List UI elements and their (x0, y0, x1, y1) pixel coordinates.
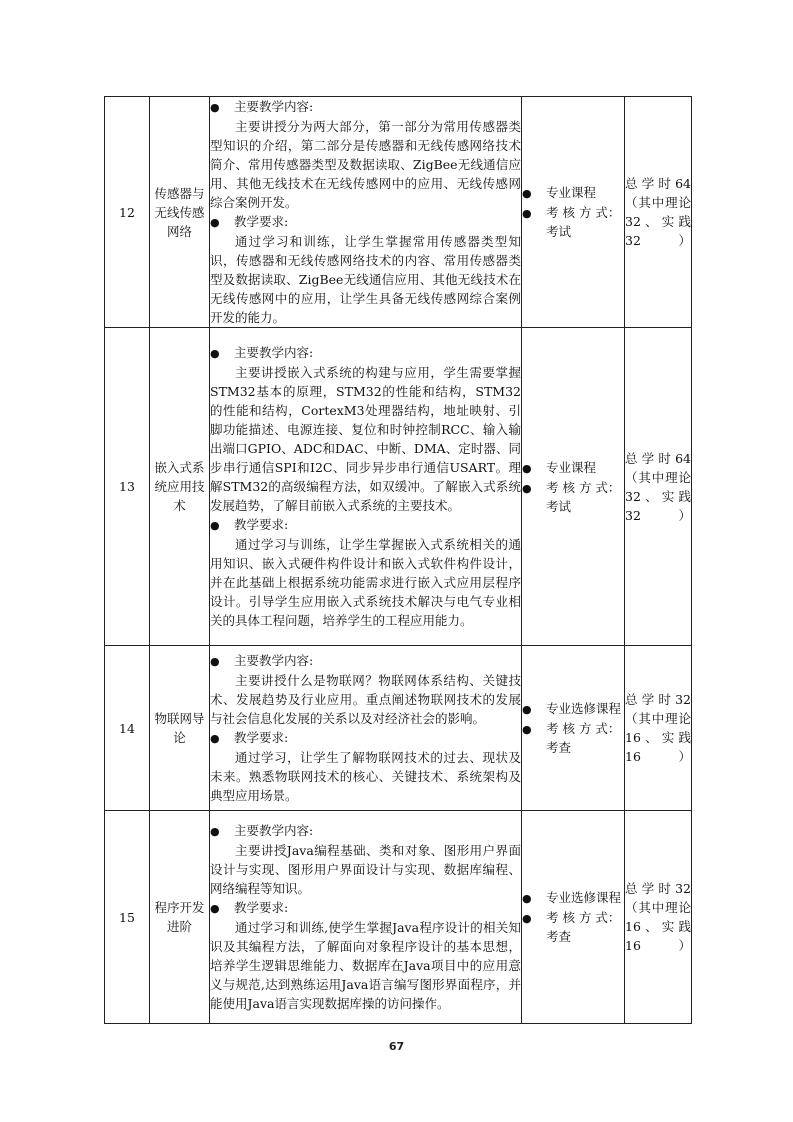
content-heading-line (210, 651, 521, 671)
course-number: 14 (105, 646, 150, 811)
course-category: 专业课程 (546, 185, 597, 200)
course-name: 嵌入式系统应用技术 (150, 328, 210, 646)
course-type (522, 328, 625, 646)
bullet-icon: ● (210, 655, 220, 668)
requirement-heading-line (210, 898, 521, 918)
bullet-icon: ● (210, 825, 220, 838)
course-content (210, 97, 522, 328)
course-hours (625, 97, 692, 328)
bullet-icon: ● (522, 723, 532, 736)
course-table (104, 96, 692, 1024)
assessment-method: 考 核 方 式：考查 (546, 721, 621, 755)
content-heading-line (210, 97, 521, 117)
bullet-icon: ● (210, 347, 220, 360)
content-text: 主要讲授Java编程基础、类和对象、图形用户界面设计与实现、图形用户界面设计与实现、数据库编程、网络编程等知识。 (210, 843, 521, 896)
course-category: 专业选修课程 (546, 890, 622, 905)
content-heading: 主要教学内容: (234, 823, 314, 838)
bullet-icon: ● (522, 912, 532, 925)
content-text: 主要讲授嵌入式系统的构建与应用，学生需要掌握STM32基本的原理，STM32的性能和结构，STM32的性能和结构，CortexM3处理器结构，地址映射、引脚功能描述、电源连接、复位和时钟控制RCC、输入输出端口GPIO、ADC和DAC、中断、DMA、定时器、同步串行通信SPI和I2C、同步异步串行通信USART。理解STM32的高级编程方法，如双缓冲。了解嵌入式系统发展趋势，了解目前嵌入式系统的主要技术。 (210, 365, 521, 513)
content-heading: 主要教学内容: (234, 99, 314, 114)
bullet-icon: ● (522, 703, 532, 716)
hours-text: 总 学 时 64（其中理论 32、实践 32） (625, 176, 691, 248)
course-name: 物联网导论 (150, 646, 210, 811)
course-category: 专业选修课程 (546, 701, 622, 716)
table-row (105, 646, 692, 811)
bullet-icon: ● (522, 481, 532, 495)
requirement-heading-line (210, 515, 521, 535)
bullet-icon: ● (210, 216, 220, 229)
course-type (522, 811, 625, 1024)
page-number: 67 (388, 1040, 405, 1053)
course-number: 13 (105, 328, 150, 646)
requirement-text: 通过学习，让学生了解物联网技术的过去、现状及未来。熟悉物联网技术的核心、关键技术、系统架构及典型应用场景。 (210, 750, 521, 803)
course-hours (625, 328, 692, 646)
requirement-text: 通过学习与训练，让学生掌握嵌入式系统相关的通用知识、嵌入式硬件构件设计和嵌入式软件构件设计，并在此基础上根据系统功能需求进行嵌入式应用层程序设计。引导学生应用嵌入式系统技术解决与电气专业相关的具体工程问题，培养学生的工程应用能力。 (210, 537, 521, 628)
course-type (522, 646, 625, 811)
course-hours (625, 811, 692, 1024)
requirement-heading: 教学要求: (234, 517, 289, 532)
course-number: 12 (105, 97, 150, 328)
content-heading: 主要教学内容: (234, 653, 314, 668)
table-row (105, 328, 692, 646)
course-content (210, 811, 522, 1024)
content-text: 主要讲授分为两大部分，第一部分为常用传感器类型知识的介绍，第二部分是传感器和无线传感网络技术简介、常用传感器类型及数据读取、ZigBee无线通信应用、其他无线技术在无线传感网中的应用、无线传感网综合案例开发。 (210, 119, 521, 210)
hours-text: 总 学 时 32（其中理论 16、实践 16） (625, 692, 691, 764)
content-heading-line (210, 343, 521, 363)
bullet-icon: ● (210, 902, 220, 915)
course-name: 传感器与无线传感网络 (150, 97, 210, 328)
table-row (105, 97, 692, 328)
content-heading-line (210, 821, 521, 841)
course-content (210, 646, 522, 811)
course-content (210, 328, 522, 646)
bullet-icon: ● (210, 101, 220, 114)
requirement-heading: 教学要求: (234, 900, 289, 915)
requirement-heading: 教学要求: (234, 730, 289, 745)
content-heading: 主要教学内容: (234, 345, 314, 360)
bullet-icon: ● (522, 892, 532, 905)
course-number: 15 (105, 811, 150, 1024)
bullet-icon: ● (522, 461, 532, 475)
content-text: 主要讲授什么是物联网？物联网体系结构、关键技术、发展趋势及行业应用。重点阐述物联网技术的发展与社会信息化发展的关系以及对经济社会的影响。 (210, 673, 521, 726)
bullet-icon: ● (210, 519, 220, 532)
requirement-heading-line (210, 212, 521, 232)
course-name: 程序开发进阶 (150, 811, 210, 1024)
course-hours (625, 646, 692, 811)
requirement-heading: 教学要求: (234, 214, 289, 229)
table-row (105, 811, 692, 1024)
course-type (522, 97, 625, 328)
assessment-method: 考 核 方 式：考试 (546, 205, 621, 239)
assessment-method: 考 核 方 式：考试 (546, 479, 621, 514)
course-category: 专业课程 (546, 459, 597, 475)
requirement-text: 通过学习和训练，让学生掌握常用传感器类型知识，传感器和无线传感网络技术的内容、常用传感器类型及数据读取、ZigBee无线通信应用、其他无线技术在无线传感网中的应用，让学生具备无线传感网综合案例开发的能力。 (210, 234, 521, 325)
bullet-icon: ● (210, 732, 220, 745)
bullet-icon: ● (522, 207, 532, 220)
assessment-method: 考 核 方 式：考查 (546, 910, 621, 944)
bullet-icon: ● (522, 187, 532, 200)
requirement-text: 通过学习和训练,使学生掌握Java程序设计的相关知识及其编程方法，了解面向对象程序设计的基本思想，培养学生逻辑思维能力、数据库在Java项目中的应用意义与规范,达到熟练运用Java语言编写图形界面程序，并能使用Java语言实现数据库操的访问操作。 (210, 920, 521, 1011)
requirement-heading-line (210, 728, 521, 748)
hours-text: 总 学 时 32（其中理论 16、实践 16） (625, 881, 691, 953)
hours-text: 总 学 时 64（其中理论 32、实践 32） (625, 450, 691, 523)
